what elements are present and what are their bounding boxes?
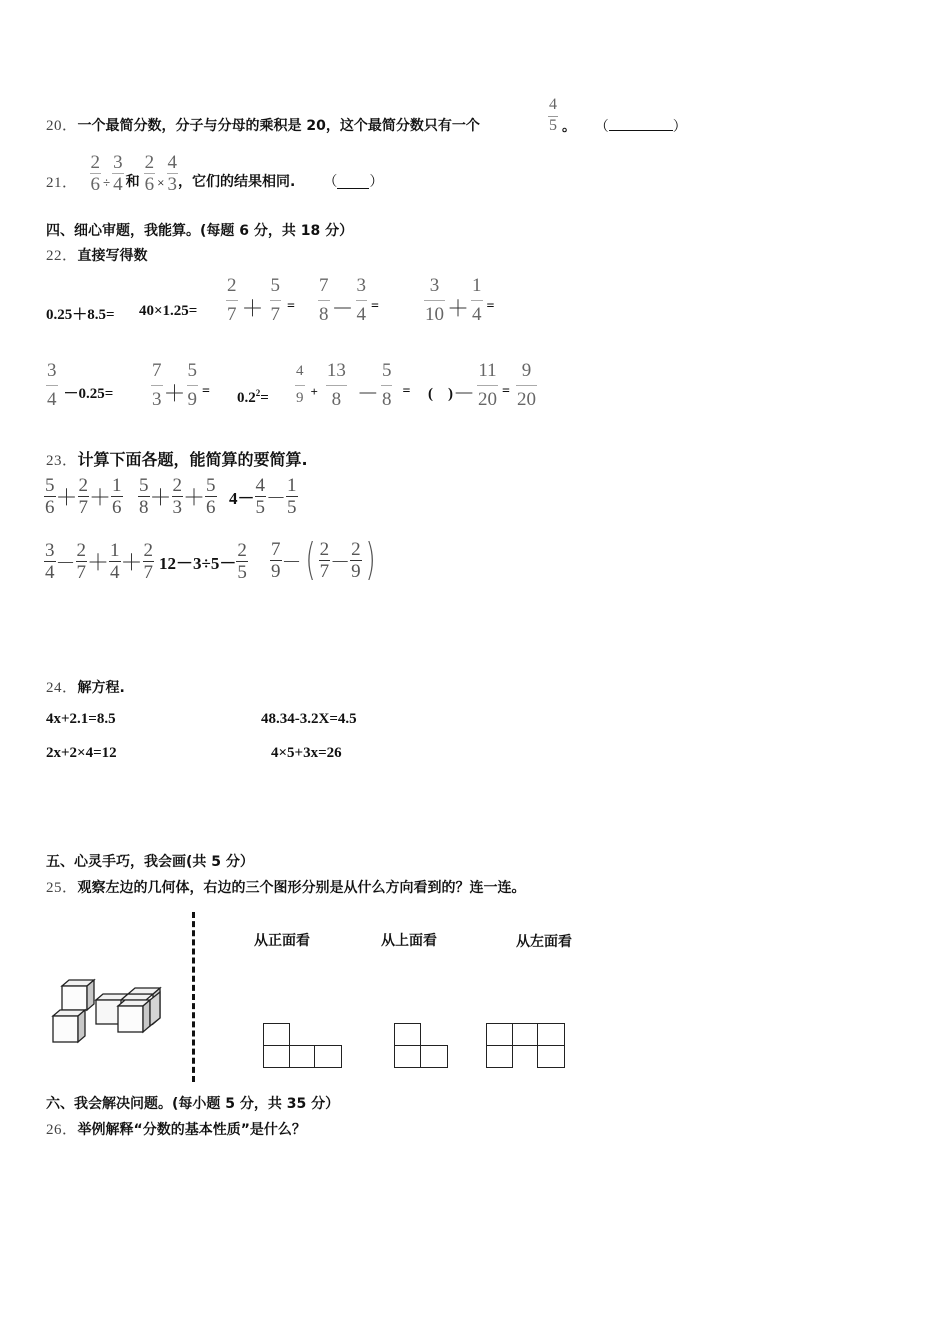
numerator: 4 <box>549 96 557 113</box>
question-20 <box>46 116 480 135</box>
cube-solid-figure <box>48 978 172 1052</box>
equation: 4×5+3x=26 <box>271 745 342 761</box>
answer-blank[interactable] <box>337 174 369 189</box>
calc-item: $0.2^2=$ <box>237 388 269 406</box>
calc-expression: $\frac{5}{6}$ ＋ $\frac{2}{7}$ ＋ $\frac{1}{6}$ <box>45 475 122 518</box>
denominator: 5 <box>549 117 557 134</box>
dashed-divider <box>192 912 195 1082</box>
q20-tail: 。 （ ） <box>562 116 687 136</box>
question-24: 24．解方程. <box>46 680 125 696</box>
calc-item: 0.25＋8.5= <box>46 307 115 323</box>
calc-item: $\frac{3}{4}$ －0.25= <box>47 360 114 410</box>
question-25: 25．观察左边的几何体，右边的三个图形分别是从什么方向看到的？连一连。 <box>46 880 526 896</box>
calc-item: $\frac{4}{9}$ + $\frac{13}{8}$ － $\frac{5}{8}$ = <box>296 360 411 410</box>
view-shape-3[interactable] <box>486 1023 566 1067</box>
section-4-title: 四、细心审题，我能算。(每题 6 分，共 18 分） <box>46 223 354 239</box>
calc-item: ( ) － $\frac{11}{20}$ = $\frac{9}{20}$ <box>428 360 536 410</box>
calc-item: $\frac{2}{7}$ ＋ $\frac{5}{7}$ = <box>227 275 295 325</box>
equation: 2x+2×4=12 <box>46 745 117 761</box>
calc-expression: $\frac{7}{9}$ － ( $\frac{2}{7}$ － $\frac{2}{9}$ ) <box>271 534 376 585</box>
view-label-front: 从正面看 <box>254 933 310 949</box>
calc-expression: 4－ $\frac{4}{5}$ － $\frac{1}{5}$ <box>229 475 297 518</box>
question-number: 20． <box>46 118 78 134</box>
calc-item: $\frac{3}{10}$ ＋ $\frac{1}{4}$ = <box>425 275 495 325</box>
question-text: ，它们的结果相同. <box>178 174 296 190</box>
calc-expression: $\frac{3}{4}$ － $\frac{2}{7}$ ＋ $\frac{1}{4}$ ＋ $\frac{2}{7}$ <box>45 540 154 583</box>
view-shape-2[interactable] <box>394 1023 448 1067</box>
equation: 48.34-3.2X=4.5 <box>261 711 357 727</box>
equation: 4x+2.1=8.5 <box>46 711 116 727</box>
view-label-left: 从左面看 <box>516 934 572 950</box>
question-number: 21． <box>46 175 78 191</box>
calc-item: 40×1.25= <box>139 303 198 319</box>
view-label-top: 从上面看 <box>381 933 437 949</box>
section-6-title: 六、我会解决问题。(每小题 5 分，共 35 分） <box>46 1096 340 1112</box>
section-5-title: 五、心灵手巧，我会画(共 5 分） <box>46 854 254 870</box>
calc-expression: 12－3÷5－ $\frac{2}{5}$ <box>159 540 247 583</box>
question-23: 23．计算下面各题，能简算的要简算. <box>46 450 308 469</box>
question-text: 一个最简分数，分子与分母的乘积是 20，这个最简分数只有一个 <box>77 118 480 134</box>
answer-blank: ( ) <box>428 385 453 402</box>
view-shape-1[interactable] <box>263 1023 343 1067</box>
calc-item: $\frac{7}{8}$ － $\frac{3}{4}$ = <box>319 275 379 325</box>
question-21: 21． $\frac{2}{6}$ ÷ $\frac{3}{4}$ 和 $\frac{2}{6}$ × $\frac{4}{3}$ ，它们的结果相同. （ ） <box>46 152 384 195</box>
question-22: 22．直接写得数 <box>46 248 148 264</box>
q20-fraction <box>548 97 558 134</box>
answer-blank[interactable] <box>609 116 673 131</box>
calc-item: $\frac{7}{3}$ ＋ $\frac{5}{9}$ = <box>152 360 210 410</box>
question-26: 26．举例解释“分数的基本性质”是什么？ <box>46 1122 306 1138</box>
calc-expression: $\frac{5}{8}$ ＋ $\frac{2}{3}$ ＋ $\frac{5}{6}$ <box>139 475 216 518</box>
